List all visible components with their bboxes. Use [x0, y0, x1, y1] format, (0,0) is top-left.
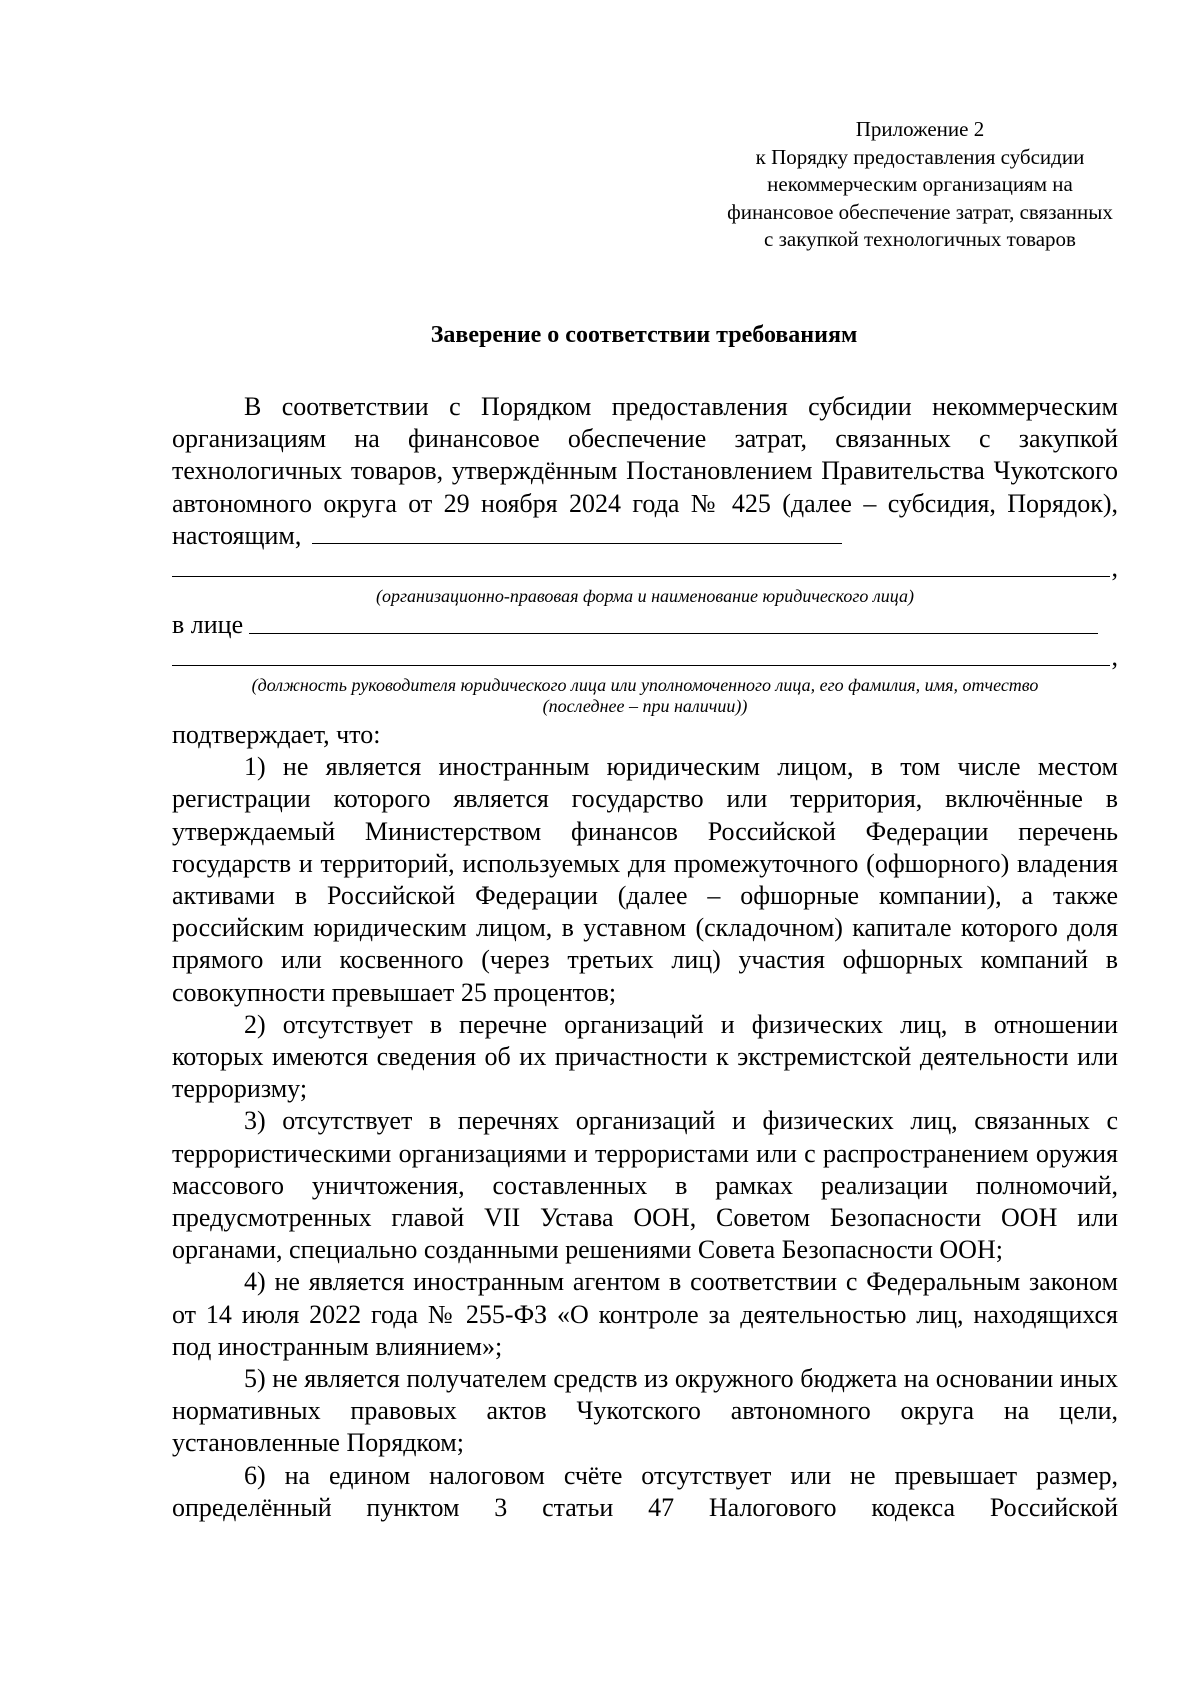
- intro-text: В соответствии с Порядком предоставления субсидии некоммерческим организациям на финансовое обеспечение затрат, связанных с закупкой технологичных товаров, утверждённым Постановлением Правительства Чукотского автономного округа от 29 ноября 2024 года № 425 (далее – субсидия, Порядок), настоящим,: [172, 392, 1118, 550]
- annex-header: [660, 116, 1180, 254]
- org-name-blank: [312, 523, 842, 544]
- person-line: [172, 641, 1118, 673]
- in-person-line: [172, 607, 1118, 641]
- caption-org: (организационно-правовая форма и наименование юридического лица): [376, 586, 914, 607]
- annex-line: к Порядку предоставления субсидии: [755, 144, 1085, 169]
- item-3: 3) отсутствует в перечнях организаций и физических лиц, связанных с террористическими организациями и террористами или с распространением оружия массового уничтожения, составленных в рамках реализации полномочий, предусмотренных главой VII Устава ООН, Советом Безопасности ООН или органами, специально созданными решениями Совета Безопасности ООН;: [172, 1106, 1118, 1265]
- annex-line: некоммерческим организациям на: [767, 172, 1073, 196]
- in-person-blank: [249, 633, 1098, 634]
- comma: ,: [1111, 641, 1118, 671]
- caption-person: [172, 675, 1118, 717]
- confirms-text: подтверждает, что:: [172, 720, 381, 750]
- annex-line: с закупкой технологичных товаров: [764, 227, 1076, 251]
- document-body: [172, 391, 1118, 1524]
- item-6: 6) на едином налоговом счёте отсутствует или не превышает размер, определённый пунктом 3 статьи 47 Налогового кодекса Российской: [172, 1460, 1118, 1522]
- annex-line: финансовое обеспечение затрат, связанных: [727, 199, 1113, 224]
- in-person-label: в лице: [172, 609, 244, 639]
- org-name-line: [172, 552, 1118, 584]
- org-name-blank-2: [172, 576, 1110, 577]
- item-5: 5) не является получателем средств из окружного бюджета на основании иных нормативных правовых актов Чукотского автономного округа на цели, установленные Порядком;: [172, 1364, 1118, 1458]
- item-1: 1) не является иностранным юридическим лицом, в том числе местом регистрации которого является государство или территория, включённые в утверждаемый Министерством финансов Российской Федерации перечень государств и территорий, используемых для промежуточного (офшорного) владения активами в Российской Федерации (далее – офшорные компании), а также российским юридическим лицом, в уставном (складочном) капитале которого доля прямого или косвенного (через третьих лиц) участия офшорных компаний в совокупности превышает 25 процентов;: [172, 752, 1118, 1007]
- comma: ,: [1111, 552, 1118, 582]
- item-4: 4) не является иностранным агентом в соответствии с Федеральным законом от 14 июля 2022 года № 255-ФЗ «О контроле за деятельностью лиц, находящихся под иностранным влиянием»;: [172, 1267, 1118, 1361]
- caption-person-line-1: (должность руководителя юридического лица или уполномоченного лица, его фамилия, имя, отчество: [251, 675, 1039, 696]
- document-title: Заверение о соответствии требованиям: [430, 322, 858, 348]
- annex-line: Приложение 2: [855, 117, 985, 141]
- intro-paragraph: [172, 391, 1118, 552]
- person-blank: [172, 665, 1110, 666]
- caption-person-line-2: (последнее – при наличии)): [542, 696, 748, 717]
- item-2: 2) отсутствует в перечне организаций и физических лиц, в отношении которых имеются сведения об их причастности к экстремистской деятельности или терроризму;: [172, 1009, 1118, 1104]
